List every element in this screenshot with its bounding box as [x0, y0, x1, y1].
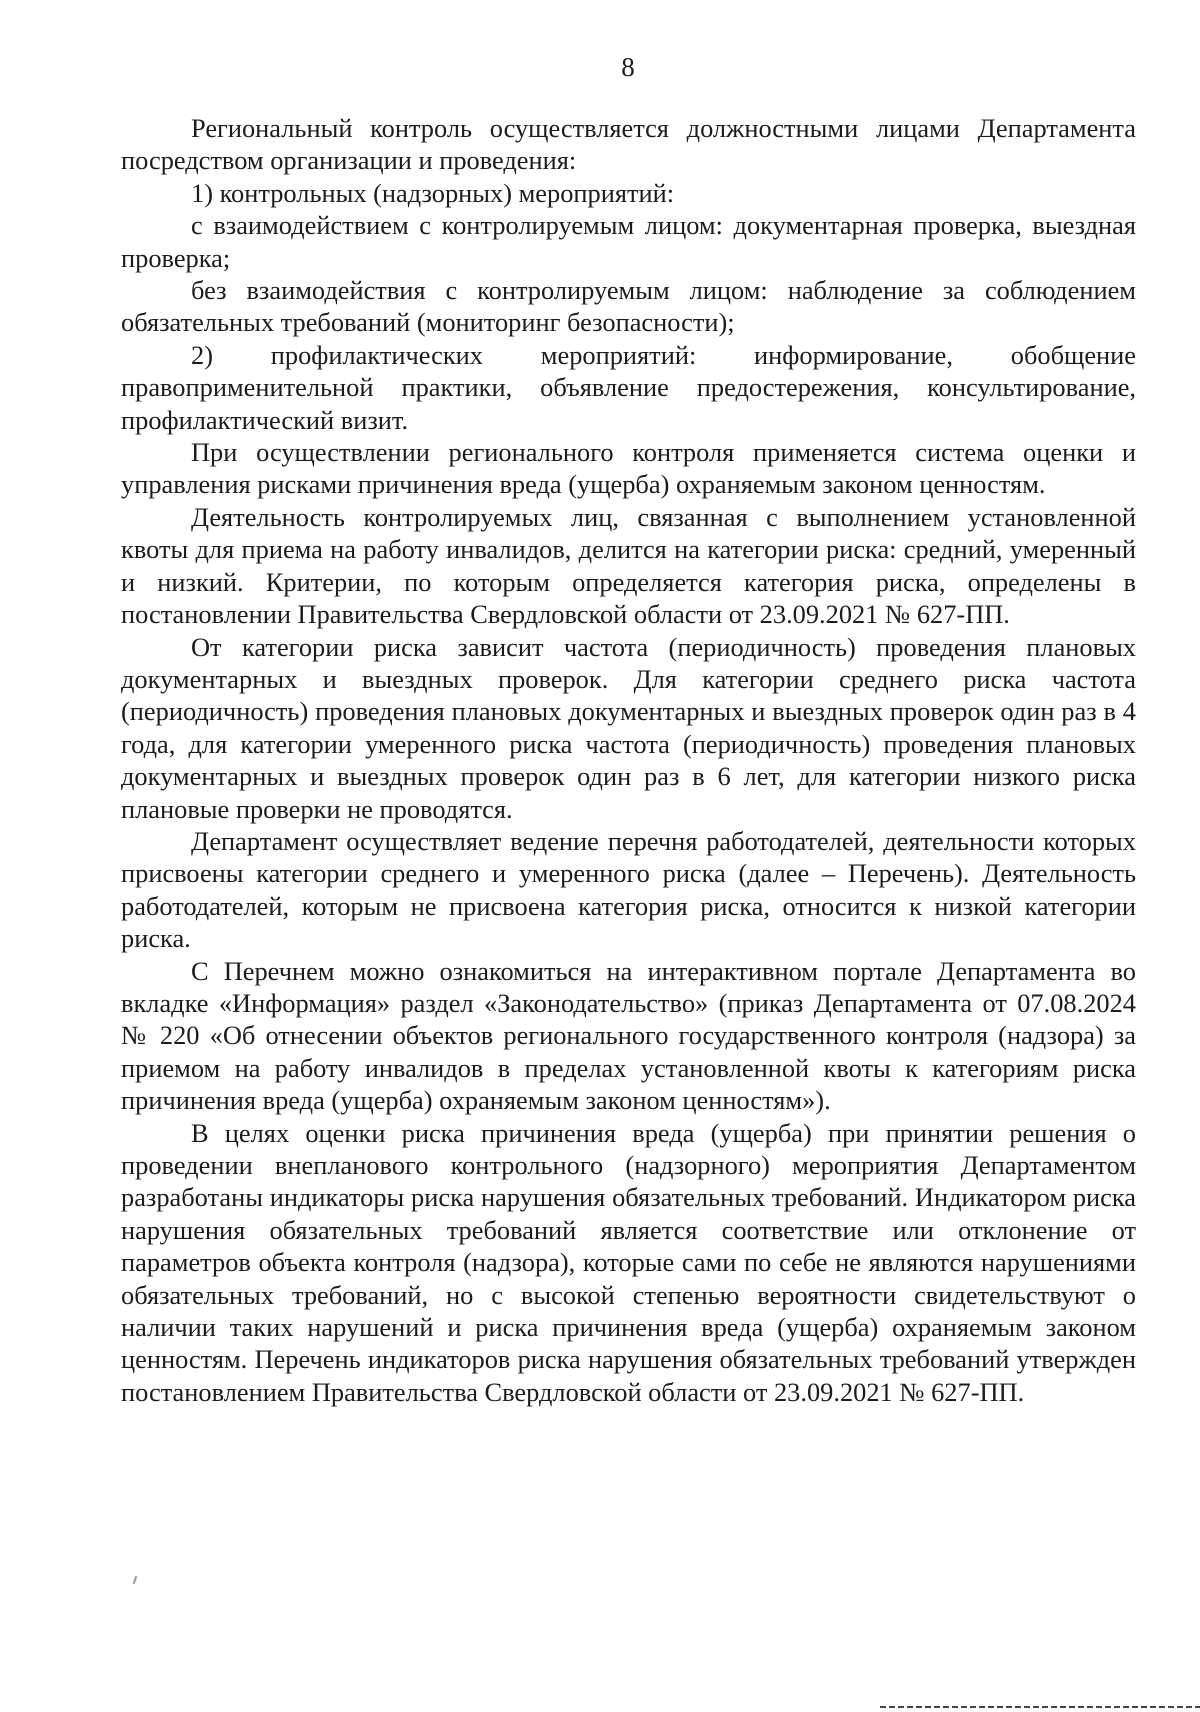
paragraph-list-item-1: 1) контрольных (надзорных) мероприятий: — [191, 177, 675, 208]
paragraph-with-interaction: с взаимодействием с контролируемым лицом: документарная проверка, выездная проверка; — [121, 210, 1136, 273]
document-body — [121, 112, 1136, 1408]
paragraph-intro: Региональный контроль осуществляется должностными лицами Департамента посредством организации и проведения: — [121, 113, 1136, 176]
paragraph-inspection-frequency: От категории риска зависит частота (периодичность) проведения плановых документарных и выездных проверок. Для категории среднего риска частота (периодичность) проведения плановых документарных и выездных проверок один раз в 4 года, для категории умеренного риска частота (периодичность) проведения плановых документарных и выездных проверок один раз в 6 лет, для категории низкого риска плановые проверки не проводятся. — [121, 631, 1136, 824]
paragraph-risk-indicators: В целях оценки риска причинения вреда (ущерба) при принятии решения о проведении внепланового контрольного (надзорного) мероприятия Департаментом разработаны индикаторы риска нарушения обязательных требований. Индикатором риска нарушения обязательных требований является соответствие или отклонение от параметров объекта контроля (надзора), которые сами по себе не являются нарушениями обязательных требований, но с высокой степенью вероятности свидетельствуют о наличии таких нарушений и риска причинения вреда (ущерба) охраняемым законом ценностям. Перечень индикаторов риска нарушения обязательных требований утвержден постановлением Правительства Свердловской области от 23.09.2021 № 627-ПП. — [121, 1117, 1136, 1407]
paragraph-risk-categories: Деятельность контролируемых лиц, связанная с выполнением установленной квоты для приема на работу инвалидов, делится на категории риска: средний, умеренный и низкий. Критерии, по которым определяется категория риска, определены в постановлении Правительства Свердловской области от 23.09.2021 № 627-ПП. — [121, 501, 1136, 630]
page-number: 8 — [621, 52, 635, 82]
paragraph-employer-list: Департамент осуществляет ведение перечня работодателей, деятельности которых присвоены категории среднего и умеренного риска (далее – Перечень). Деятельность работодателей, которым не присвоена категория риска, относится к низкой категории риска. — [121, 825, 1136, 954]
paragraph-risk-system: При осуществлении регионального контроля применяется система оценки и управления рисками причинения вреда (ущерба) охраняемым законом ценностям. — [121, 437, 1136, 500]
scan-edge-line — [880, 1706, 1200, 1708]
scan-speck — [133, 1576, 138, 1584]
paragraph-without-interaction: без взаимодействия с контролируемым лицом: наблюдение за соблюдением обязательных требований (мониторинг безопасности); — [121, 275, 1136, 338]
paragraph-portal-reference: С Перечнем можно ознакомиться на интерактивном портале Департамента во вкладке «Информация» раздел «Законодательство» (приказ Департамента от 07.08.2024 № 220 «Об отнесении объектов регионального государственного контроля (надзора) за приемом на работу инвалидов в пределах установленной квоты к категориям риска причинения вреда (ущерба) охраняемым законом ценностям»). — [121, 955, 1136, 1116]
paragraph-list-item-2: 2) профилактических мероприятий: информирование, обобщение правоприменительной практики, объявление предостережения, консультирование, профилактический визит. — [121, 339, 1136, 435]
